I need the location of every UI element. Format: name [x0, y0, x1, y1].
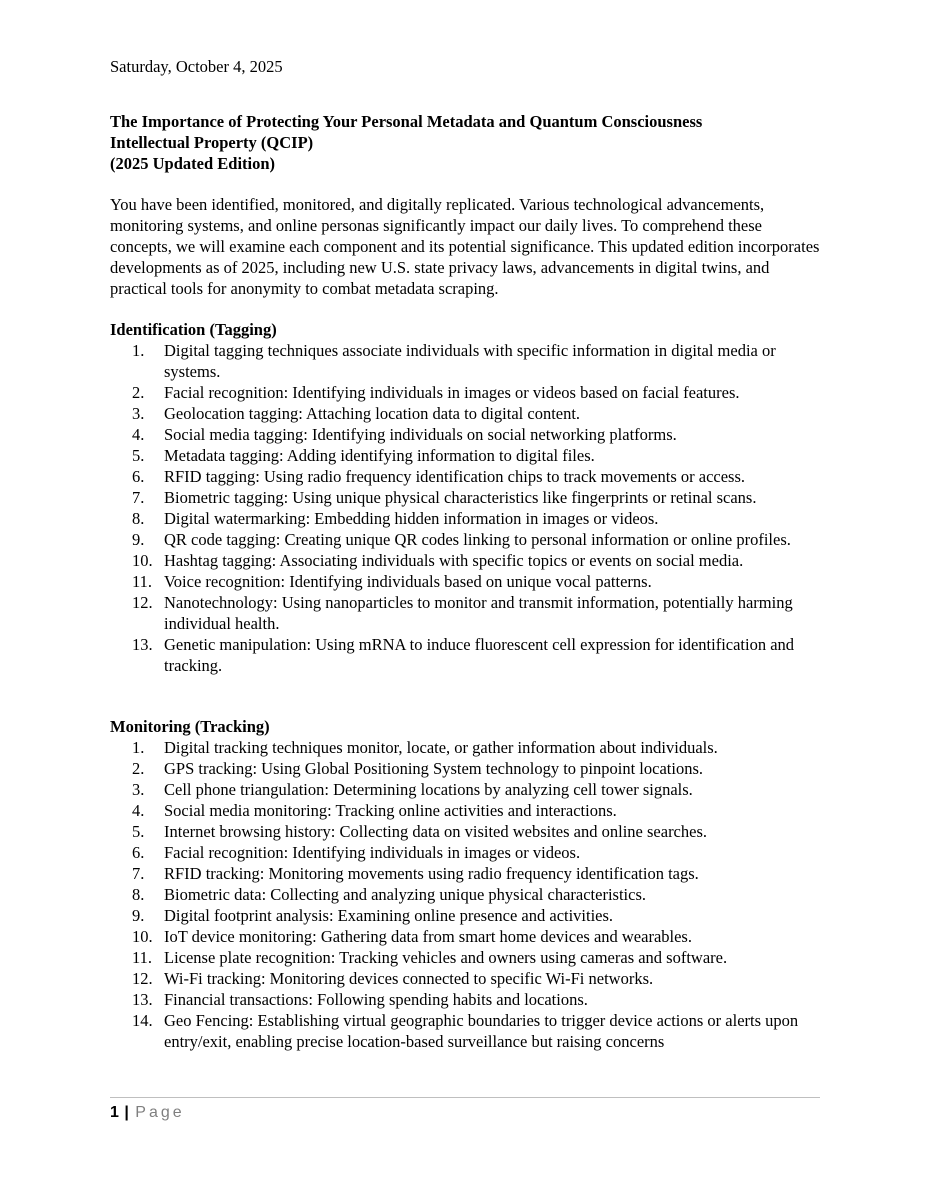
list-item-number: 13. [132, 635, 153, 654]
list-item-number: 1. [132, 738, 145, 757]
list-item-number: 11. [132, 948, 153, 967]
list-item-text: Facial recognition: Identifying individuals in images or videos based on facial features. [164, 383, 740, 402]
title-line-3: (2025 Updated Edition) [110, 154, 276, 173]
list-item [110, 550, 825, 571]
list-item [110, 863, 825, 884]
list-item-number: 14. [132, 1011, 153, 1030]
list-item-text: Financial transactions: Following spending habits and locations. [164, 990, 588, 1009]
footer-divider [110, 1097, 820, 1098]
list-item-text: Biometric tagging: Using unique physical characteristics like fingerprints or retinal scans. [164, 488, 757, 507]
list-item [110, 466, 825, 487]
document-title [110, 111, 810, 174]
list-item [110, 989, 825, 1010]
list-item-number: 3. [132, 404, 145, 423]
list-item [110, 487, 825, 508]
list-item-number: 4. [132, 425, 145, 444]
list-item [110, 445, 825, 466]
list-item-text: Voice recognition: Identifying individuals based on unique vocal patterns. [164, 572, 652, 591]
list-item [110, 571, 825, 592]
list-item-number: 8. [132, 509, 145, 528]
list-item-number: 13. [132, 990, 153, 1009]
list-item-text: Digital watermarking: Embedding hidden information in images or videos. [164, 509, 659, 528]
list-item-text: Social media monitoring: Tracking online activities and interactions. [164, 801, 617, 820]
monitoring-list [110, 737, 825, 1052]
list-item-number: 7. [132, 864, 145, 883]
monitoring-section [110, 716, 825, 1052]
intro-paragraph: You have been identified, monitored, and digitally replicated. Various technological advancements, monitoring systems, and online personas significantly impact our daily lives. To comprehend these concepts, we will examine each component and its potential significance. This updated edition incorporates developments as of 2025, including new U.S. state privacy laws, advancements in digital twins, and practical tools for anonymity to combat metadata scraping. [110, 195, 820, 298]
list-item-text: QR code tagging: Creating unique QR codes linking to personal information or online profiles. [164, 530, 791, 549]
list-item-text: Digital tracking techniques monitor, locate, or gather information about individuals. [164, 738, 718, 757]
list-item [110, 592, 825, 634]
list-item [110, 634, 825, 676]
list-item-text: RFID tagging: Using radio frequency identification chips to track movements or access. [164, 467, 746, 486]
list-item-text: Metadata tagging: Adding identifying information to digital files. [164, 446, 595, 465]
list-item-text: Geolocation tagging: Attaching location data to digital content. [164, 404, 581, 423]
list-item-text: Hashtag tagging: Associating individuals with specific topics or events on social media. [164, 551, 744, 570]
list-item-number: 12. [132, 593, 153, 612]
list-item-text: Geo Fencing: Establishing virtual geographic boundaries to trigger device actions or alerts upon entry/exit, enabling precise location-based surveillance but raising concerns [164, 1011, 799, 1051]
list-item-text: Nanotechnology: Using nanoparticles to monitor and transmit information, potentially harming individual health. [164, 593, 793, 633]
document-date: Saturday, October 4, 2025 [110, 57, 283, 76]
title-line-1: The Importance of Protecting Your Personal Metadata and Quantum Consciousness [110, 112, 703, 131]
identification-list [110, 340, 825, 676]
list-item [110, 758, 825, 779]
list-item-text: Facial recognition: Identifying individuals in images or videos. [164, 843, 581, 862]
list-item-number: 10. [132, 551, 153, 570]
list-item-number: 2. [132, 759, 145, 778]
list-item-number: 9. [132, 906, 145, 925]
list-item-number: 4. [132, 801, 145, 820]
list-item [110, 779, 825, 800]
list-item-text: Social media tagging: Identifying individuals on social networking platforms. [164, 425, 677, 444]
list-item-text: Digital tagging techniques associate individuals with specific information in digital media or systems. [164, 341, 776, 381]
list-item-number: 11. [132, 572, 153, 591]
list-item-text: License plate recognition: Tracking vehicles and owners using cameras and software. [164, 948, 728, 967]
list-item-text: Digital footprint analysis: Examining online presence and activities. [164, 906, 614, 925]
page-number: 1 [110, 1104, 119, 1121]
list-item [110, 884, 825, 905]
list-item-text: Internet browsing history: Collecting data on visited websites and online searches. [164, 822, 708, 841]
list-item-text: Genetic manipulation: Using mRNA to induce fluorescent cell expression for identification and tracking. [164, 635, 795, 675]
list-item-number: 2. [132, 383, 145, 402]
monitoring-heading: Monitoring (Tracking) [110, 717, 270, 736]
page-label: Page [135, 1104, 185, 1121]
list-item [110, 842, 825, 863]
list-item [110, 926, 825, 947]
footer-separator: | [124, 1104, 129, 1121]
list-item [110, 1010, 825, 1052]
list-item [110, 905, 825, 926]
list-item [110, 821, 825, 842]
list-item-text: Wi-Fi tracking: Monitoring devices connected to specific Wi-Fi networks. [164, 969, 654, 988]
list-item-number: 3. [132, 780, 145, 799]
list-item [110, 382, 825, 403]
list-item-number: 10. [132, 927, 153, 946]
page-footer [110, 1103, 185, 1123]
list-item-number: 6. [132, 467, 145, 486]
list-item [110, 403, 825, 424]
identification-section [110, 319, 825, 676]
list-item-number: 12. [132, 969, 153, 988]
list-item-text: RFID tracking: Monitoring movements using radio frequency identification tags. [164, 864, 699, 883]
list-item [110, 800, 825, 821]
list-item [110, 947, 825, 968]
list-item [110, 340, 825, 382]
list-item-number: 8. [132, 885, 145, 904]
list-item [110, 529, 825, 550]
list-item [110, 508, 825, 529]
list-item [110, 737, 825, 758]
list-item-number: 5. [132, 822, 145, 841]
list-item-number: 1. [132, 341, 145, 360]
identification-heading: Identification (Tagging) [110, 320, 277, 339]
list-item-number: 6. [132, 843, 145, 862]
list-item-text: Cell phone triangulation: Determining locations by analyzing cell tower signals. [164, 780, 693, 799]
list-item-text: GPS tracking: Using Global Positioning System technology to pinpoint locations. [164, 759, 703, 778]
list-item-number: 5. [132, 446, 145, 465]
list-item [110, 424, 825, 445]
list-item [110, 968, 825, 989]
title-line-2: Intellectual Property (QCIP) [110, 133, 314, 152]
list-item-text: Biometric data: Collecting and analyzing unique physical characteristics. [164, 885, 647, 904]
list-item-number: 9. [132, 530, 145, 549]
list-item-number: 7. [132, 488, 145, 507]
list-item-text: IoT device monitoring: Gathering data from smart home devices and wearables. [164, 927, 692, 946]
